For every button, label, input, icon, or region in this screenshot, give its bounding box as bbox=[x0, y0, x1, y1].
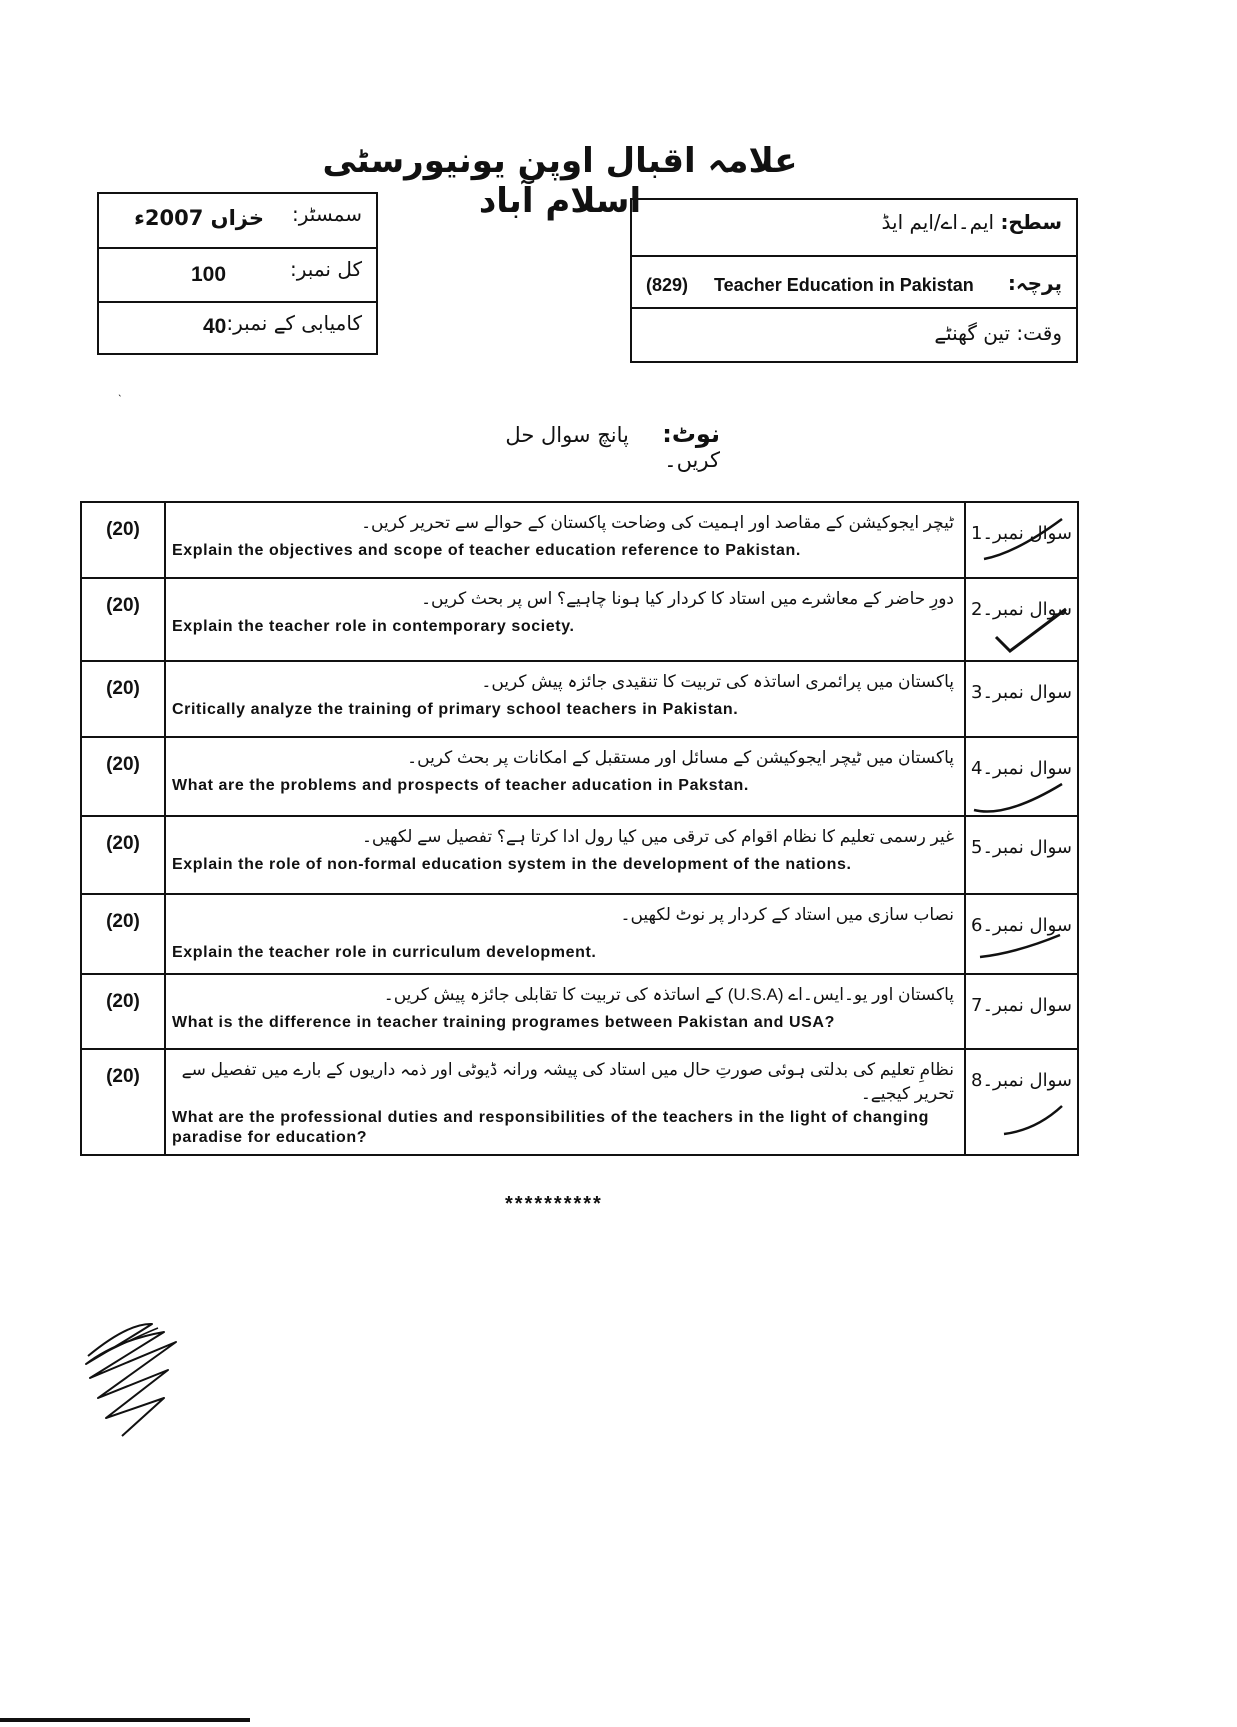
question-urdu: نظامِ تعلیم کی بدلتی ہوئی صورتِ حال میں استاد کی پیشہ ورانہ ڈیوٹی اور ذمہ داریوں کے بارے میں تفصیل سے تحریر کیجیے۔ bbox=[181, 1060, 954, 1103]
question-number-label: سوال نمبر۔7 bbox=[971, 995, 1072, 1016]
question-marks: (20) bbox=[81, 894, 165, 974]
question-number-label: سوال نمبر۔8 bbox=[971, 1070, 1072, 1091]
level-label: سطح: bbox=[1000, 210, 1062, 234]
university-title: علامہ اقبال اوپن یونیورسٹی اسلام آباد bbox=[322, 141, 798, 221]
paper-row bbox=[632, 257, 1076, 309]
question-marks: (20) bbox=[81, 974, 165, 1049]
note-text: پانچ سوال حل کریں۔ bbox=[505, 423, 720, 472]
question-row bbox=[81, 502, 1078, 578]
question-text-cell bbox=[165, 894, 965, 974]
question-text-cell bbox=[165, 661, 965, 737]
total-marks-label: کل نمبر: bbox=[290, 257, 362, 281]
question-text-cell bbox=[165, 737, 965, 816]
question-marks: (20) bbox=[81, 578, 165, 661]
question-english: What are the problems and prospects of teacher aducation in Pakstan. bbox=[172, 777, 749, 794]
question-english: Explain the teacher role in contemporary society. bbox=[172, 618, 575, 635]
question-urdu: پاکستان اور یو۔ایس۔اے (U.S.A) کے اساتذہ کی تربیت کا تقابلی جائزہ پیش کریں۔ bbox=[383, 985, 954, 1004]
question-english: Explain the objectives and scope of teacher education reference to Pakistan. bbox=[172, 542, 801, 559]
question-text-cell bbox=[165, 578, 965, 661]
question-number-label: سوال نمبر۔4 bbox=[971, 758, 1072, 779]
question-text-cell bbox=[165, 1049, 965, 1155]
check-mark-icon bbox=[966, 895, 1079, 975]
check-mark-icon bbox=[966, 579, 1079, 662]
course-info-box bbox=[630, 198, 1078, 363]
questions-table bbox=[80, 501, 1079, 1156]
time-label: وقت: bbox=[1016, 321, 1062, 345]
semester-value: خزاں 2007ء bbox=[134, 206, 264, 230]
question-text-cell bbox=[165, 974, 965, 1049]
question-number bbox=[965, 661, 1078, 737]
question-english: Explain the teacher role in curriculum development. bbox=[172, 944, 597, 961]
question-number-label: سوال نمبر۔5 bbox=[971, 837, 1072, 858]
time-text bbox=[934, 321, 1062, 345]
question-number bbox=[965, 894, 1078, 974]
time-value: تین گھنٹے bbox=[934, 321, 1011, 345]
semester-row bbox=[99, 194, 376, 249]
check-mark-icon bbox=[966, 738, 1079, 817]
question-marks: (20) bbox=[81, 816, 165, 894]
question-row bbox=[81, 737, 1078, 816]
level-text bbox=[882, 210, 1063, 234]
question-row bbox=[81, 894, 1078, 974]
question-marks: (20) bbox=[81, 661, 165, 737]
paper-label: پرچہ: bbox=[1007, 271, 1062, 295]
question-row bbox=[81, 816, 1078, 894]
scan-speck: ˎ bbox=[118, 383, 122, 397]
total-marks-value: 100 bbox=[191, 263, 227, 286]
question-urdu: ٹیچر ایجوکیشن کے مقاصد اور اہمیت کی وضاحت پاکستان کے حوالے سے تحریر کریں۔ bbox=[361, 513, 954, 532]
pass-marks-label: کامیابی کے نمبر: bbox=[226, 311, 362, 335]
question-marks: (20) bbox=[81, 502, 165, 578]
check-mark-icon bbox=[966, 1050, 1079, 1155]
question-number bbox=[965, 974, 1078, 1049]
question-marks: (20) bbox=[81, 737, 165, 816]
check-mark-icon bbox=[966, 503, 1079, 579]
question-number bbox=[965, 737, 1078, 816]
level-row bbox=[632, 200, 1076, 257]
pass-marks-value: 40 bbox=[203, 315, 227, 338]
question-number-label: سوال نمبر۔2 bbox=[971, 599, 1072, 620]
question-urdu: غیر رسمی تعلیم کا نظام اقوام کی ترقی میں کیا رول ادا کرتا ہے؟ تفصیل سے لکھیں۔ bbox=[361, 827, 954, 846]
question-english: What are the professional duties and responsibilities of the teachers in the light of changing paradise for education? bbox=[172, 1109, 929, 1146]
pass-marks-row bbox=[99, 303, 376, 353]
time-row bbox=[632, 309, 1076, 361]
question-marks: (20) bbox=[81, 1049, 165, 1155]
bottom-edge-line bbox=[0, 1718, 250, 1722]
question-row bbox=[81, 661, 1078, 737]
question-number bbox=[965, 578, 1078, 661]
question-number-label: سوال نمبر۔1 bbox=[971, 523, 1072, 544]
total-marks-row bbox=[99, 249, 376, 303]
question-english: Critically analyze the training of primary school teachers in Pakistan. bbox=[172, 701, 739, 718]
question-row bbox=[81, 974, 1078, 1049]
question-english: Explain the role of non-formal education system in the development of the nations. bbox=[172, 856, 852, 873]
question-urdu: دورِ حاضر کے معاشرے میں استاد کا کردار کیا ہونا چاہیے؟ اس پر بحث کریں۔ bbox=[421, 589, 954, 608]
question-number-label: سوال نمبر۔3 bbox=[971, 682, 1072, 703]
question-row bbox=[81, 578, 1078, 661]
note-label: نوٹ: bbox=[662, 420, 720, 448]
question-number bbox=[965, 816, 1078, 894]
semester-label: سمسٹر: bbox=[292, 202, 362, 226]
end-marker: ********** bbox=[505, 1193, 603, 1215]
question-text-cell bbox=[165, 816, 965, 894]
level-value: ایم۔اے/ایم ایڈ bbox=[881, 210, 995, 234]
signature-scribble bbox=[68, 1318, 198, 1443]
question-number bbox=[965, 502, 1078, 578]
question-text-cell bbox=[165, 502, 965, 578]
question-english: What is the difference in teacher training programes between Pakistan and USA? bbox=[172, 1014, 835, 1031]
question-row bbox=[81, 1049, 1078, 1155]
question-number bbox=[965, 1049, 1078, 1155]
question-urdu: پاکستان میں پرائمری اساتذہ کی تربیت کا تنقیدی جائزہ پیش کریں۔ bbox=[481, 672, 954, 691]
question-urdu: پاکستان میں ٹیچر ایجوکیشن کے مسائل اور مستقبل کے امکانات پر بحث کریں۔ bbox=[407, 748, 954, 767]
course-code: (829) bbox=[646, 275, 689, 295]
course-name: Teacher Education in Pakistan bbox=[714, 275, 974, 295]
instruction-note bbox=[450, 420, 720, 472]
question-urdu: نصاب سازی میں استاد کے کردار پر نوٹ لکھیں۔ bbox=[620, 905, 954, 924]
question-number-label: سوال نمبر۔6 bbox=[971, 915, 1072, 936]
exam-info-box bbox=[97, 192, 378, 355]
